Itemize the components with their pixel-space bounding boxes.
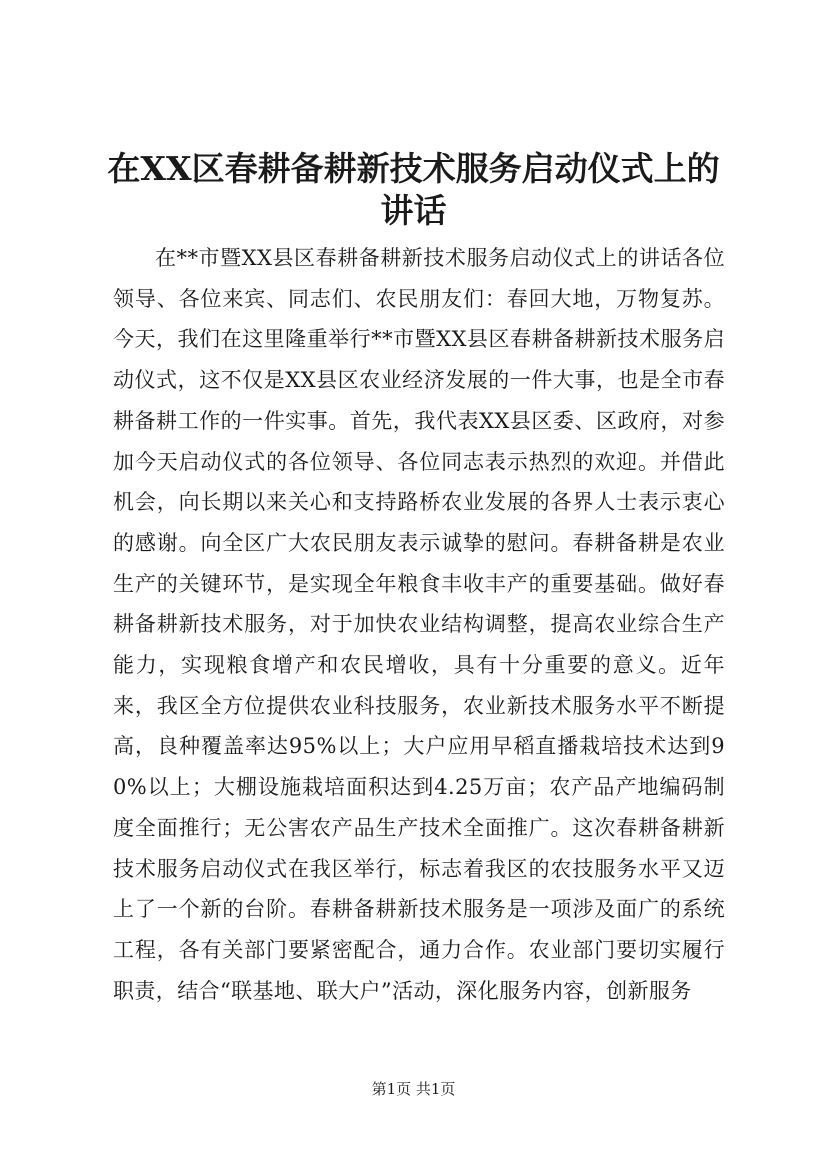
document-title: 在XX区春耕备耕新技术服务启动仪式上的讲话 — [107, 149, 720, 230]
document-body-paragraph: 在**市暨XX县区春耕备耕新技术服务启动仪式上的讲话各位领导、各位来宾、同志们、农民朋友们：春回大地，万物复苏。今天，我们在这里隆重举行**市暨XX县区春耕备耕新技术服务启动仪式，这不仅是XX县区农业经济发展的一件大事，也是全市春耕备耕工作的一件实事。首先，我代表XX县区委、区政府，对参加今天启动仪式的各位领导、各位同志表示热烈的欢迎。并借此机会，向长期以来关心和支持路桥农业发展的各界人士表示衷心的感谢。向全区广大农民朋友表示诚挚的慰问。春耕备耕是农业生产的关键环节，是实现全年粮食丰收丰产的重要基础。做好春耕备耕新技术服务，对于加快农业结构调整，提高农业综合生产能力，实现粮食增产和农民增收，具有十分重要的意义。近年来，我区全方位提供农业科技服务，农业新技术服务水平不断提高，良种覆盖率达95%以上；大户应用早稻直播栽培技术达到90%以上；大棚设施栽培面积达到4.25万亩；农产品产地编码制度全面推行；无公害农产品生产技术全面推广。这次春耕备耕新技术服务启动仪式在我区举行，标志着我区的农技服务水平又迈上了一个新的台阶。春耕备耕新技术服务是一项涉及面广的系统工程，各有关部门要紧密配合，通力合作。农业部门要切实履行职责，结合“联基地、联大户”活动，深化服务内容，创新服务 — [113, 246, 725, 1003]
page-number-footer: 第1页 共1页 — [371, 1080, 456, 1098]
